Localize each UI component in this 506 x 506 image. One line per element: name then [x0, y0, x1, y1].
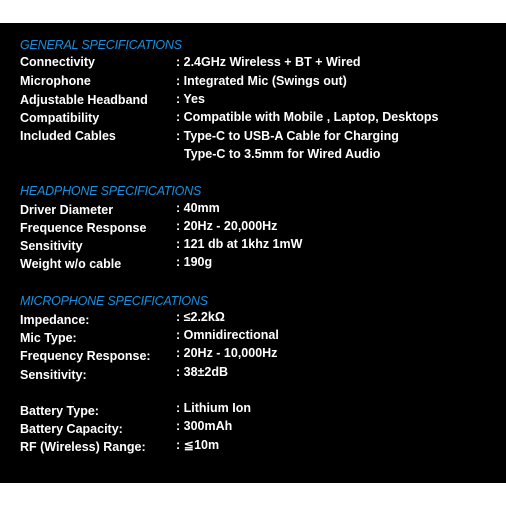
spec-value: : Yes — [176, 92, 205, 106]
spec-row-battery-type — [0, 401, 506, 421]
spec-label: Weight w/o cable — [20, 257, 122, 271]
spec-value: : 38±2dB — [176, 365, 229, 379]
spec-value-continued: Type-C to 3.5mm for Wired Audio — [184, 147, 381, 161]
spec-row-adjustable-headband — [0, 93, 506, 110]
spec-value: : 40mm — [176, 201, 220, 215]
spec-label: Microphone — [20, 74, 91, 88]
spec-value: : Lithium Ion — [176, 401, 251, 415]
spec-value: : 190g — [176, 255, 213, 269]
spec-label: Adjustable Headband — [20, 93, 148, 107]
spec-row-connectivity — [0, 55, 506, 72]
spec-value: : Integrated Mic (Swings out) — [176, 74, 347, 88]
spec-label: Impedance: — [20, 313, 90, 327]
spec-value: : 121 db at 1khz 1mW — [176, 237, 303, 251]
spec-value: : ≦10m — [176, 438, 220, 452]
spec-value: : 300mAh — [176, 419, 233, 433]
spec-label: Frequency Response: — [20, 349, 151, 363]
general-specifications-heading: GENERAL SPECIFICATIONS — [20, 38, 182, 52]
spec-row-included-cables — [0, 129, 506, 146]
spec-value: : Omnidirectional — [176, 328, 279, 342]
spec-label: RF (Wireless) Range: — [20, 440, 146, 454]
spec-row-microphone — [0, 74, 506, 91]
spec-row-included-cables-continued — [0, 147, 506, 164]
spec-value: : 2.4GHz Wireless + BT + Wired — [176, 55, 361, 69]
spec-row-sensitivity — [0, 239, 506, 256]
microphone-specifications-heading: MICROPHONE SPECIFICATIONS — [20, 294, 208, 308]
spec-row-mic-sensitivity — [0, 365, 506, 385]
spec-row-driver-diameter — [0, 203, 506, 220]
spec-label: Connectivity — [20, 55, 96, 69]
spec-row-weight — [0, 257, 506, 274]
spec-value: : Compatible with Mobile , Laptop, Desktops — [176, 110, 439, 124]
spec-row-frequency-response — [0, 346, 506, 366]
spec-label: Driver Diameter — [20, 203, 114, 217]
headphone-specifications-heading: HEADPHONE SPECIFICATIONS — [20, 184, 202, 198]
spec-label: Battery Capacity: — [20, 422, 123, 436]
spec-value: : Type-C to USB-A Cable for Charging — [176, 129, 399, 143]
spec-value: : ≤2.2kΩ — [176, 310, 225, 324]
spec-value: : 20Hz - 20,000Hz — [176, 219, 278, 233]
spec-label: Battery Type: — [20, 404, 99, 418]
spec-label: Sensitivity — [20, 239, 83, 253]
spec-row-battery-capacity — [0, 419, 506, 439]
spec-value: : 20Hz - 10,000Hz — [176, 346, 278, 360]
spec-row-frequence-response — [0, 221, 506, 238]
spec-label: Included Cables — [20, 129, 116, 143]
spec-row-rf-range — [0, 440, 506, 457]
spec-row-compatibility — [0, 111, 506, 128]
spec-label: Sensitivity: — [20, 368, 87, 382]
specifications-panel — [0, 23, 506, 483]
spec-label: Compatibility — [20, 111, 100, 125]
spec-label: Frequence Response — [20, 221, 147, 235]
spec-label: Mic Type: — [20, 331, 77, 345]
